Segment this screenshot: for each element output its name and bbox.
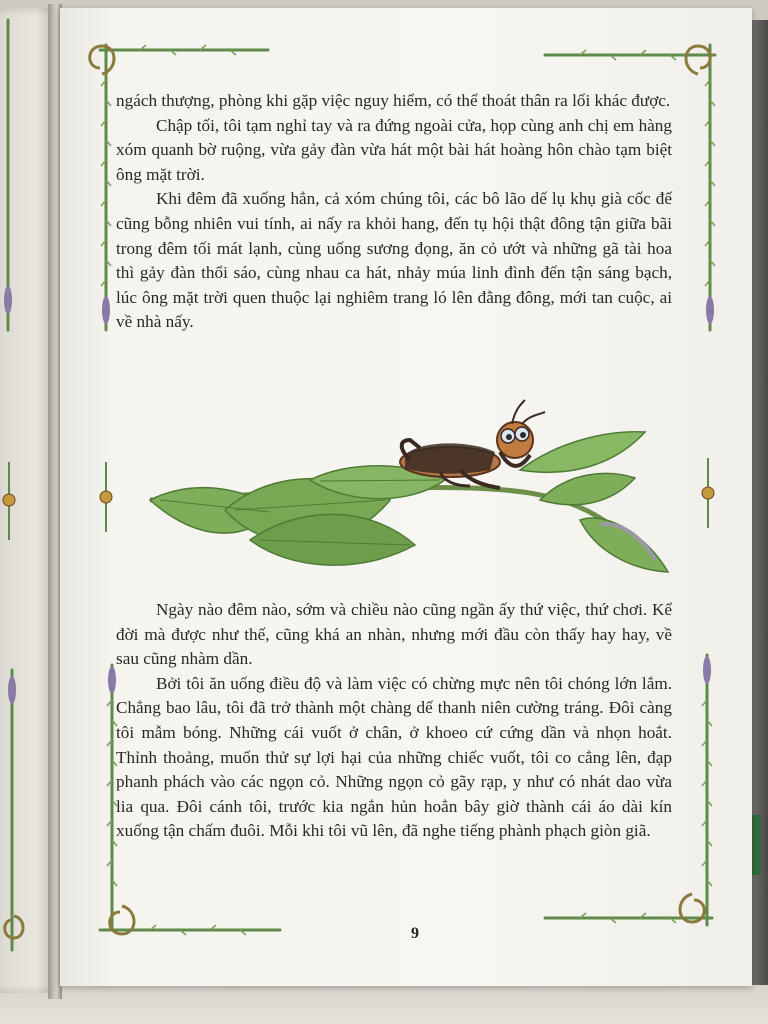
paragraph: Khi đêm đã xuống hẳn, cả xóm chúng tôi, các bô lão dế lụ khụ già cốc đế cũng bỗng nhiên vui tính, ai nấy ra khỏi hang, đến tụ hội thật đông tận giữa bãi trong đêm tối mát lạnh, cùng uống sương đọng, ăn cỏ ướt và những gã tài hoa thì gảy đàn thổi sáo, cùng nhau ca hát, nhảy múa linh đình đến tận sáng bạch, lúc ông mặt trời quen thuộc lại nghiêm trang ló lên đằng đông, mới tan cuộc, ai về nhà nấy. <box>116 189 672 332</box>
table-surface <box>0 985 768 1024</box>
paragraph: Bởi tôi ăn uống điều độ và làm việc có chừng mực nên tôi chóng lớn lắm. Chẳng bao lâu, tôi đã trở thành một chàng dế thanh niên cường tráng. Đôi càng tôi mẫm bóng. Những cái vuốt ở chân, ở khoeo cứ cứng dần và nhọn hoắt. Thỉnh thoảng, muốn thử sự lợi hại của những chiếc vuốt, tôi co cẳng lên, đạp phanh phách vào các ngọn cỏ. Những ngọn cỏ gãy rạp, y như có nhát dao vừa lia qua. Đôi cánh tôi, trước kia ngắn hủn hoẳn bây giờ thành cái áo dài kín xuống tận chấm đuôi. Mỗi khi tôi vũ lên, đã nghe tiếng phành phạch giòn giã. <box>116 673 672 841</box>
paragraph: Ngày nào đêm nào, sớm và chiều nào cũng ngần ấy thứ việc, thứ chơi. Kể đời mà được như thế, cũng khá an nhàn, nhưng mới đầu còn thấy hay hay, về sau cũng nhàm dần. <box>116 600 672 669</box>
text-block-top <box>116 89 672 335</box>
bookmark-ribbon <box>752 815 761 875</box>
text-block-bottom <box>116 598 672 844</box>
paragraph: ngách thượng, phòng khi gặp việc nguy hiểm, có thể thoát thân ra lối khác được. <box>116 91 671 110</box>
page-number: 9 <box>411 925 419 942</box>
paragraph: Chập tối, tôi tạm nghỉ tay và ra đứng ngoài cửa, họp cùng anh chị em hàng xóm quanh bờ ruộng, vừa gảy đàn vừa hát một bài hát hoàng hôn chào tạm biệt ông mặt trời. <box>116 115 672 184</box>
